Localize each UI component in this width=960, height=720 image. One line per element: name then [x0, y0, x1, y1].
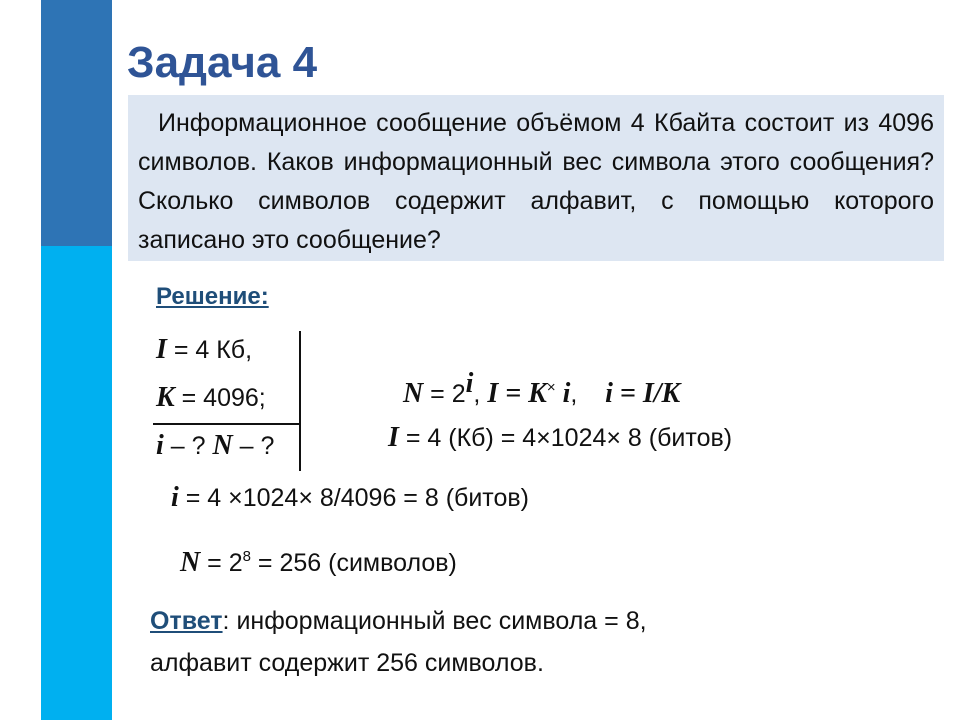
calc-symbol: i	[171, 482, 179, 513]
calc-symbol: N	[180, 547, 201, 578]
accent-bar-top	[41, 0, 112, 246]
answer-label: Ответ	[150, 607, 223, 635]
given-text: – ?	[232, 432, 275, 460]
given-divider-vertical	[299, 331, 301, 471]
given-symbol: K	[156, 382, 175, 413]
calc-line-alphabet	[180, 547, 457, 579]
given-text: – ?	[163, 432, 213, 460]
formula-ratio: i = I/K	[605, 378, 681, 409]
given-line-unknowns	[156, 430, 274, 462]
formula-times: ×	[546, 379, 556, 396]
calc-exponent: 8	[242, 548, 251, 565]
given-line-volume	[156, 334, 252, 366]
given-divider-horizontal	[153, 423, 301, 425]
calc-text: = 2	[200, 549, 243, 577]
formula-exponent: i	[465, 368, 474, 399]
given-symbol: I	[156, 334, 167, 365]
formula-symbol: I = K	[487, 378, 547, 409]
formula-line	[403, 368, 681, 410]
calc-line-weight	[171, 482, 529, 514]
calc-symbol: I	[388, 422, 399, 453]
given-symbol: i	[156, 430, 164, 461]
answer-text: : информационный вес символа = 8,	[222, 607, 647, 635]
answer-block	[150, 600, 647, 684]
solution-label: Решение:	[156, 283, 269, 310]
answer-line-1	[150, 600, 647, 642]
formula-text: ,	[570, 380, 606, 408]
formula-symbol: i	[555, 378, 571, 409]
given-value: = 4 Кб,	[166, 336, 253, 364]
given-symbol: N	[212, 430, 233, 461]
formula-text: = 2	[423, 380, 466, 408]
task-text: Информационное сообщение объёмом 4 Кбайта состоит из 4096 символов. Каков информационный вес символа этого сообщения? Сколько символов содержит алфавит, с помощью которого записано это сообщение?	[138, 109, 934, 254]
answer-line-2: алфавит содержит 256 символов.	[150, 649, 544, 677]
accent-bar-bottom	[41, 246, 112, 720]
calc-line-volume	[388, 422, 732, 454]
given-value: = 4096;	[174, 384, 266, 412]
slide-title: Задача 4	[127, 38, 318, 87]
calc-text: = 256 (символов)	[250, 549, 457, 577]
calc-text: = 4 ×1024× 8/4096 = 8 (битов)	[178, 484, 529, 512]
given-line-count	[156, 382, 266, 414]
formula-symbol: N	[403, 378, 424, 409]
calc-text: = 4 (Кб) = 4×1024× 8 (битов)	[398, 424, 733, 452]
formula-text: ,	[473, 380, 488, 408]
